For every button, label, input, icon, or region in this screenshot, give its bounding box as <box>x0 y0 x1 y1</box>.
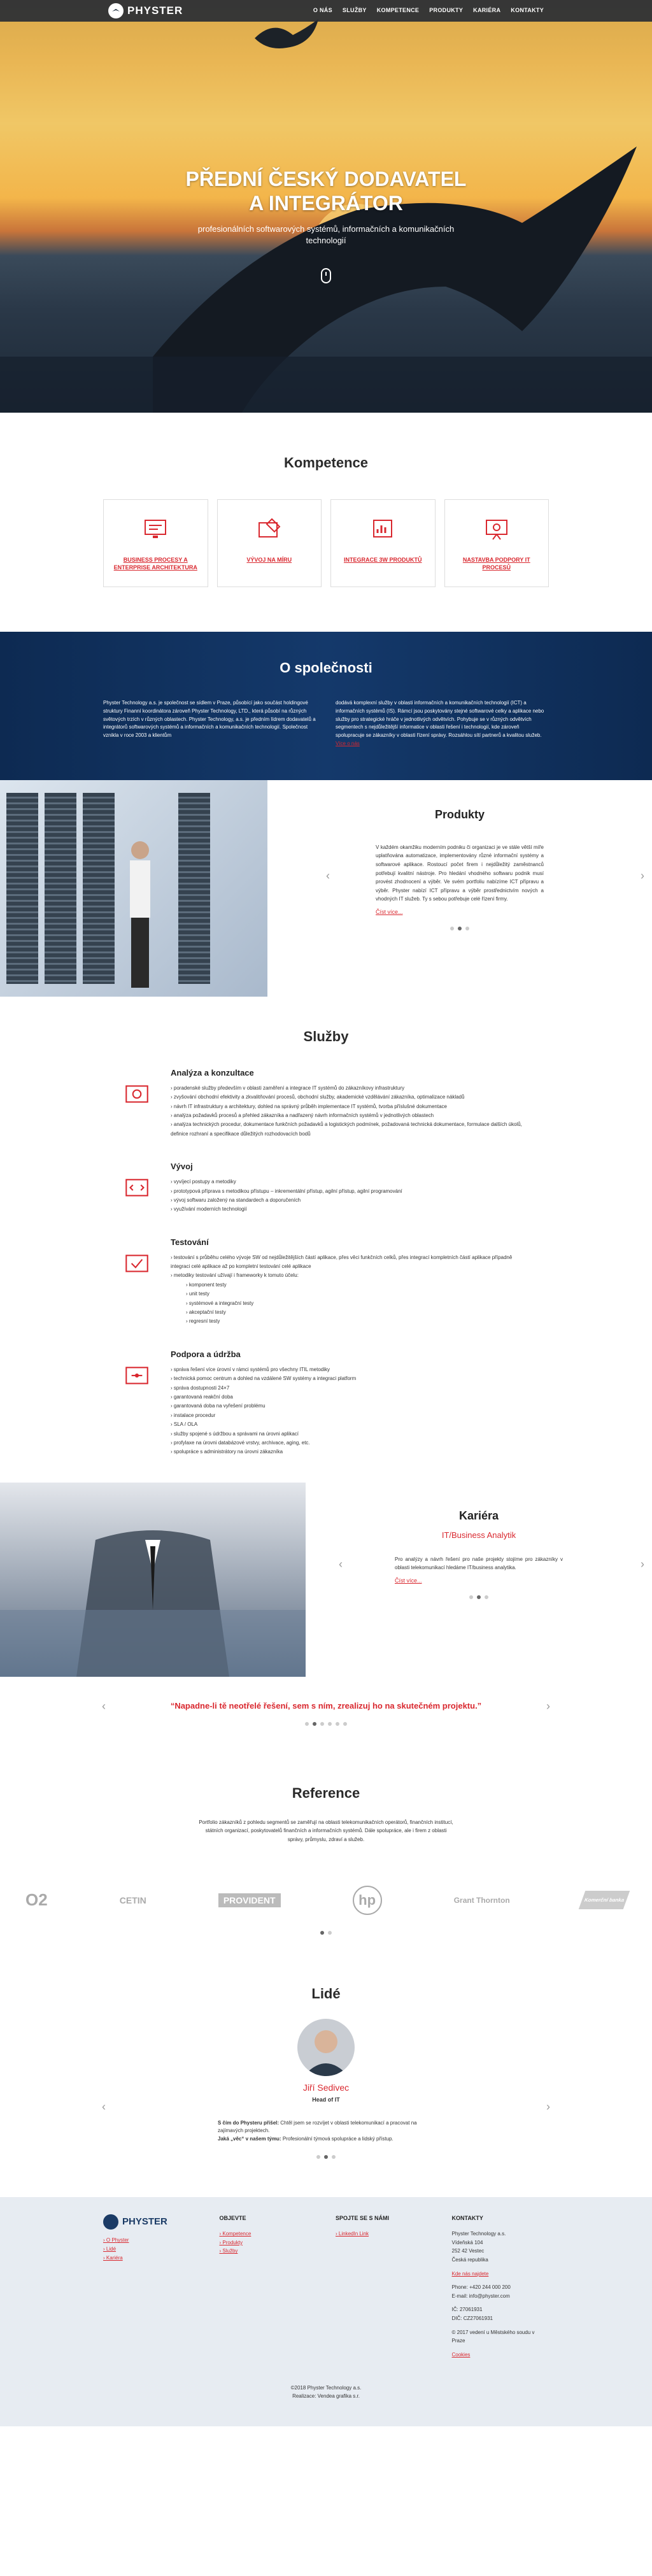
carousel-dot-active[interactable] <box>320 1931 324 1935</box>
kompetence-section <box>0 413 652 632</box>
service-line: › garantovaná doba na vyřešení problému <box>171 1402 356 1411</box>
kompetence-title: Kompetence <box>283 455 369 471</box>
interview-question: Jaká „věc“ v našem týmu: <box>218 2136 281 2142</box>
carousel-dot[interactable] <box>328 1931 332 1935</box>
brand-name: PHYSTER <box>127 4 183 17</box>
carousel-dot[interactable] <box>320 1722 324 1726</box>
dev-icon <box>122 1174 152 1204</box>
carousel-dot[interactable] <box>332 2155 336 2159</box>
carousel-dot[interactable] <box>343 1722 347 1726</box>
footer-brand-column <box>103 2214 201 2359</box>
carousel-dot[interactable] <box>485 1595 488 1599</box>
career-more-link[interactable]: Číst více... <box>395 1577 422 1584</box>
footer-heading: OBJEVTE <box>219 2214 246 2221</box>
service-title: Analýza a konzultace <box>171 1067 254 1078</box>
quote-text: “Napadne-li tě neotřelé řešení, sem s ním, zrealizuj ho na skutečném projektu.” <box>170 1700 482 1711</box>
next-arrow-icon[interactable]: › <box>546 2100 550 2113</box>
career-content <box>306 1483 652 1677</box>
service-list <box>171 1365 356 1457</box>
contact-email[interactable]: E-mail: info@physter.com <box>451 2293 510 2299</box>
prev-arrow-icon[interactable]: ‹ <box>102 1699 106 1712</box>
client-logo-cetin: CETIN <box>119 1895 146 1905</box>
footer-social-column <box>336 2214 433 2359</box>
analysis-icon <box>122 1081 152 1110</box>
contact-line: © 2017 vedení u Městského soudu v Praze <box>451 2329 535 2344</box>
service-title: Vývoj <box>171 1162 193 1172</box>
map-link[interactable]: Kde nás najdete <box>451 2270 489 2277</box>
person-interview <box>218 2119 434 2144</box>
contact-line: IČ: 27061931 <box>451 2307 483 2313</box>
footer-link[interactable]: › Kompetence <box>220 2230 317 2238</box>
credits-text: Realizace: Vendea grafika s.r. <box>292 2393 360 2400</box>
nav-kontakty[interactable]: KONTAKTY <box>511 7 544 13</box>
services-section <box>0 997 652 1483</box>
kompetence-card-label[interactable]: BUSINESS PROCESY A ENTERPRISE ARCHITEKTURA <box>113 557 197 571</box>
carousel-dot[interactable] <box>316 2155 320 2159</box>
chart-doc-icon <box>369 515 397 543</box>
service-testing <box>122 1237 530 1327</box>
nav-kompetence[interactable]: KOMPETENCE <box>376 7 420 13</box>
interview-question: S čím do Physteru přišel: <box>218 2119 280 2126</box>
hero-subtitle: profesionálních softwarových systémů, informačních a komunikačních technologií <box>197 224 455 245</box>
references-carousel-dots <box>0 1931 652 1935</box>
carousel-dot[interactable] <box>450 927 454 930</box>
about-more-link[interactable]: Více o nás <box>336 740 360 746</box>
references-title: Reference <box>292 1784 360 1801</box>
service-line: › testování s průběhu celého vývoje SW od nejdůležitějších částí aplikace, přes věci funkčních celků, přes integrací kompletních částí aplikace případně integraci celé aplikace až po kompletní testování celé aplikace <box>171 1253 530 1272</box>
contact-line: Physter Technology a.s. <box>451 2231 506 2237</box>
service-line: › poradenské služby především v oblasti zaměření a integrace IT systémů do zákazníkovy infrastruktury <box>171 1084 530 1093</box>
service-line: › metodiky testování užívají i frameworky k tomuto účelu: <box>171 1271 530 1280</box>
services-title: Služby <box>303 1028 349 1044</box>
products-content <box>267 780 652 997</box>
career-carousel-dots <box>306 1595 652 1599</box>
server-rack <box>178 793 210 984</box>
kompetence-card-business[interactable] <box>103 499 208 587</box>
products-more-link[interactable]: Číst více... <box>376 908 403 915</box>
kompetence-card-podpora[interactable] <box>444 499 549 587</box>
people-title: Lidé <box>311 1985 341 2002</box>
server-rack <box>6 793 38 984</box>
service-development <box>122 1162 530 1214</box>
kompetence-card-label[interactable]: VÝVOJ NA MÍRU <box>246 557 292 563</box>
contact-line: Vídeňská 104 <box>451 2239 483 2245</box>
contact-line: DIČ: CZ27061931 <box>451 2315 493 2321</box>
service-title: Testování <box>171 1237 209 1247</box>
carousel-dot[interactable] <box>328 1722 332 1726</box>
businessman-figure <box>0 1483 306 1677</box>
server-room-image <box>0 780 267 997</box>
service-subline: › akceptační testy <box>186 1308 530 1317</box>
logo-icon <box>103 2214 118 2230</box>
service-subline: › unit testy <box>186 1290 530 1299</box>
support-icon <box>122 1362 152 1391</box>
testing-icon <box>122 1250 152 1279</box>
client-logo-provident: PROVIDENT <box>218 1893 281 1907</box>
scroll-mouse-icon[interactable] <box>321 268 331 283</box>
copyright-text: ©2018 Physter Technology a.s. <box>290 2385 362 2391</box>
person-name: Jiří Sedivec <box>302 2082 350 2093</box>
pen-tablet-icon <box>255 515 283 543</box>
service-line: › služby spojené s údržbou a správami na úrovni aplikací <box>171 1430 356 1439</box>
service-subline: › komponent testy <box>186 1281 530 1290</box>
hero-title-line1: PŘEDNÍ ČESKÝ DODAVATEL <box>185 167 467 190</box>
client-logo-hp: hp <box>353 1886 382 1915</box>
linkedin-link[interactable]: › LinkedIn Link <box>336 2230 433 2238</box>
service-line: › analýza technických procedur, dokumentace funkčních požadavků a logistických podmínek, požadovaná technická dokumentace, formulace dalších úkolů, definice rozhraní a specifikace důležitých rozhodovacích bodů <box>171 1120 530 1139</box>
footer-bottom <box>0 2384 652 2401</box>
service-line: › analýza požadavků procesů a přehled zákazníka a nadřazený návrh informačních systémů v jednotlivých oblastech <box>171 1111 530 1120</box>
about-section <box>0 632 652 780</box>
client-logos <box>25 1881 627 1919</box>
about-text-right-body: dodává komplexní služby v oblasti informačních a komunikačních technologií (ICT) a informačních systémů (IS). Rámcí jsou poskytovány stejné softwarové celky a aplikace nebo služby pro strategické hráče v jednotlivých odvětvích. Pohybuje se v různých odvětvích segmentech s nejdůležitější informatice v oblasti řešení i technologií, kde zároveň spolupracuje se zákazníky v oblasti řízení správy. Rozsáhlou sítí partnerů a kvalitou služeb. <box>336 700 544 739</box>
carousel-dot[interactable] <box>465 927 469 930</box>
person-photo <box>297 2019 355 2076</box>
hero-section <box>0 0 652 413</box>
next-arrow-icon[interactable]: › <box>641 1557 644 1570</box>
server-rack <box>83 793 115 984</box>
service-line: › vývoj softwaru založený na standardech a doporučeních <box>171 1196 402 1205</box>
service-subline: › systémové a integrační testy <box>186 1299 530 1308</box>
carousel-dot[interactable] <box>469 1595 473 1599</box>
footer-link[interactable]: › Kariéra <box>103 2254 201 2263</box>
service-support <box>122 1349 530 1457</box>
carousel-dot-active[interactable] <box>477 1595 481 1599</box>
career-businessman-image <box>0 1483 306 1677</box>
next-arrow-icon[interactable]: › <box>641 869 644 882</box>
interview-answer: Chtěl jsem se rozvíjet v oblasti telekomunikací a pracovat na zajímavých projektech. <box>218 2119 417 2134</box>
about-text-left: Physter Technology a.s. je společnost se sídlem v Praze, působící jako součást holdingové struktury Finanní koordinátora zároveň Physter Technology, LTD., která působí na různých světových trzích v různých oblastech. Physter Technology, a.s. je předním lídrem dodavatelů a integrátorů softwarových systémů a informačních a komunikačních technologií. Společnost vznikla v roce 2003 a klientům <box>103 700 316 739</box>
prev-arrow-icon[interactable]: ‹ <box>102 2100 106 2113</box>
footer-logo[interactable] <box>103 2214 201 2230</box>
carousel-dot[interactable] <box>305 1722 309 1726</box>
avatar <box>297 2019 355 2076</box>
footer-brand-name: PHYSTER <box>122 2216 167 2227</box>
kompetence-card-vyvoj[interactable] <box>217 499 322 587</box>
server-rack <box>45 793 76 984</box>
prev-arrow-icon[interactable]: ‹ <box>326 869 330 882</box>
career-section <box>0 1483 652 1677</box>
products-title: Produkty <box>434 808 485 821</box>
references-section <box>0 1760 652 1954</box>
carousel-dot-active[interactable] <box>458 927 462 930</box>
service-subline: › regresní testy <box>186 1317 530 1326</box>
monitor-icon <box>141 515 169 543</box>
service-line: › garantovaná reakční doba <box>171 1393 356 1402</box>
nav-produkty[interactable]: PRODUKTY <box>429 7 464 13</box>
service-title: Podpora a údržba <box>171 1349 241 1359</box>
products-text: V každém okamžiku moderním podniku či organizaci je ve stále větší míře uplatňována automatizace, implementovány různé informační systémy a softwarové aplikace. Rostoucí počet firem i nejdůležitý zaměstnanců potřebují kvalitní nástroje. Pro hledání vhodného softwaru podnik musí provést zhodnocení a výběr. Ve svém portfoliu nabízíme ICT přípravu a výběr. Physter nabízí ICT přípravu a výběr prostřednictvím nových a vhodných IT služeb. Ty s sebou potřebuje celé řízení firmy. <box>376 844 544 902</box>
footer-contact-column <box>452 2214 549 2359</box>
footer-heading: KONTAKTY <box>451 2214 483 2221</box>
contact-line: Česká republika <box>451 2256 488 2263</box>
service-line: › profylaxe na úrovni databázové vrstvy, archivace, aging, etc. <box>171 1439 356 1448</box>
kompetence-card-integrace[interactable] <box>330 499 436 587</box>
brand-logo[interactable] <box>108 3 183 18</box>
carousel-dot-active[interactable] <box>313 1722 316 1726</box>
service-list <box>171 1178 402 1214</box>
career-title: Kariéra <box>458 1509 499 1522</box>
people-section <box>0 1954 652 2197</box>
logo-icon <box>108 3 124 18</box>
people-carousel-dots <box>0 2155 652 2159</box>
prev-arrow-icon[interactable]: ‹ <box>339 1557 343 1570</box>
career-position: IT/Business Analytik <box>441 1530 516 1540</box>
service-line: › prototypová příprava s metodikou přístupu – inkrementální přístup, agilní přístup, agilní programování <box>171 1187 402 1196</box>
nav-sluzby[interactable]: SLUŽBY <box>342 7 367 13</box>
products-section <box>0 780 652 997</box>
interview-answer: Profesionální týmová spolupráce a lidský přístup. <box>282 2136 393 2142</box>
contact-line: 252 42 Vestec <box>451 2248 485 2254</box>
service-line: › správa dostupnosti 24×7 <box>171 1384 356 1393</box>
next-arrow-icon[interactable]: › <box>546 1699 550 1712</box>
footer-columns <box>103 2214 549 2359</box>
career-text: Pro analýzy a návrh řešení pro naše projekty stojíme pro zákazníky v oblasti telekomunikací hledáme IT/business analytika. <box>395 1556 563 1571</box>
about-text-right <box>336 699 549 748</box>
service-line: › SLA / OLA <box>171 1420 356 1429</box>
contact-phone: Phone: +420 244 000 200 <box>451 2284 511 2291</box>
cookies-link[interactable]: Cookies <box>451 2351 471 2358</box>
quote-section <box>0 1677 652 1760</box>
kompetence-cards <box>103 499 549 587</box>
service-analysis <box>122 1068 530 1139</box>
carousel-dot[interactable] <box>336 1722 339 1726</box>
footer-link[interactable]: › Lidé <box>103 2245 201 2254</box>
service-line: › návrh IT infrastruktury a architektury, dohled na správný průběh implementace IT systémů, tvorba příslušné dokumentace <box>171 1102 530 1111</box>
top-navigation-bar <box>0 0 652 22</box>
service-line: › technická pomoc centrum a dohled na vzdálené SW systémy a integraci platform <box>171 1374 356 1383</box>
kompetence-card-label[interactable]: NASTAVBA PODPORY IT PROCESŮ <box>462 557 530 571</box>
service-list <box>171 1084 530 1139</box>
nav-o-nas[interactable]: O NÁS <box>313 7 332 13</box>
footer-link[interactable]: › Produkty <box>220 2238 317 2247</box>
hero-title <box>0 167 652 216</box>
engineer-figure <box>121 837 159 990</box>
carousel-dot-active[interactable] <box>324 2155 328 2159</box>
about-columns <box>103 699 549 748</box>
client-logo-kb: Komerční banka <box>578 1891 630 1909</box>
service-line: › zvyšování obchodní efektivity a zkvalitňování procesů, obchodní služby, akademické vzdělávání zákazníka, optimalizace nákladů <box>171 1093 530 1102</box>
kompetence-card-label[interactable]: INTEGRACE 3W PRODUKTŮ <box>343 557 422 563</box>
person-role: Head of IT <box>312 2096 340 2103</box>
quote-carousel-dots <box>0 1722 652 1726</box>
nav-kariera[interactable]: KARIÉRA <box>473 7 501 13</box>
service-list <box>171 1253 530 1327</box>
products-carousel-dots <box>267 927 652 930</box>
footer-objevte-column <box>220 2214 317 2359</box>
footer-link[interactable]: › O Physter <box>103 2236 201 2245</box>
footer-heading: SPOJTE SE S NÁMI <box>336 2214 390 2221</box>
hero-text <box>0 167 652 283</box>
client-logo-grant-thornton: Grant Thornton <box>453 1895 510 1905</box>
presentation-icon <box>483 515 511 543</box>
service-line: › spolupráce s administrátory na úrovni zákazníka <box>171 1448 356 1456</box>
client-logo-o2: O2 <box>25 1890 48 1909</box>
footer <box>0 2197 652 2426</box>
about-title: O společnosti <box>280 660 372 676</box>
service-line: › vyvíjecí postupy a metodiky <box>171 1178 402 1186</box>
service-line: › instalace procedur <box>171 1411 356 1420</box>
references-text: Portfolio zákazníků z pohledu segmentů se zaměřují na oblasti telekomunikačních operátorů, finančních institucí, státních organizací, poskytovatelů finančních a informačních systémů. Dále spolupráce, ale i firem z oblasti správy, průmyslu, zdraví a služeb. <box>199 1819 453 1842</box>
service-line: › využívání moderních technologií <box>171 1205 402 1214</box>
hero-title-line2: A INTEGRÁTOR <box>249 192 403 215</box>
footer-link[interactable]: › Služby <box>220 2247 317 2256</box>
main-nav <box>313 7 544 13</box>
service-line: › správa řešení více úrovní v rámci systémů pro všechny ITIL metodiky <box>171 1365 356 1374</box>
